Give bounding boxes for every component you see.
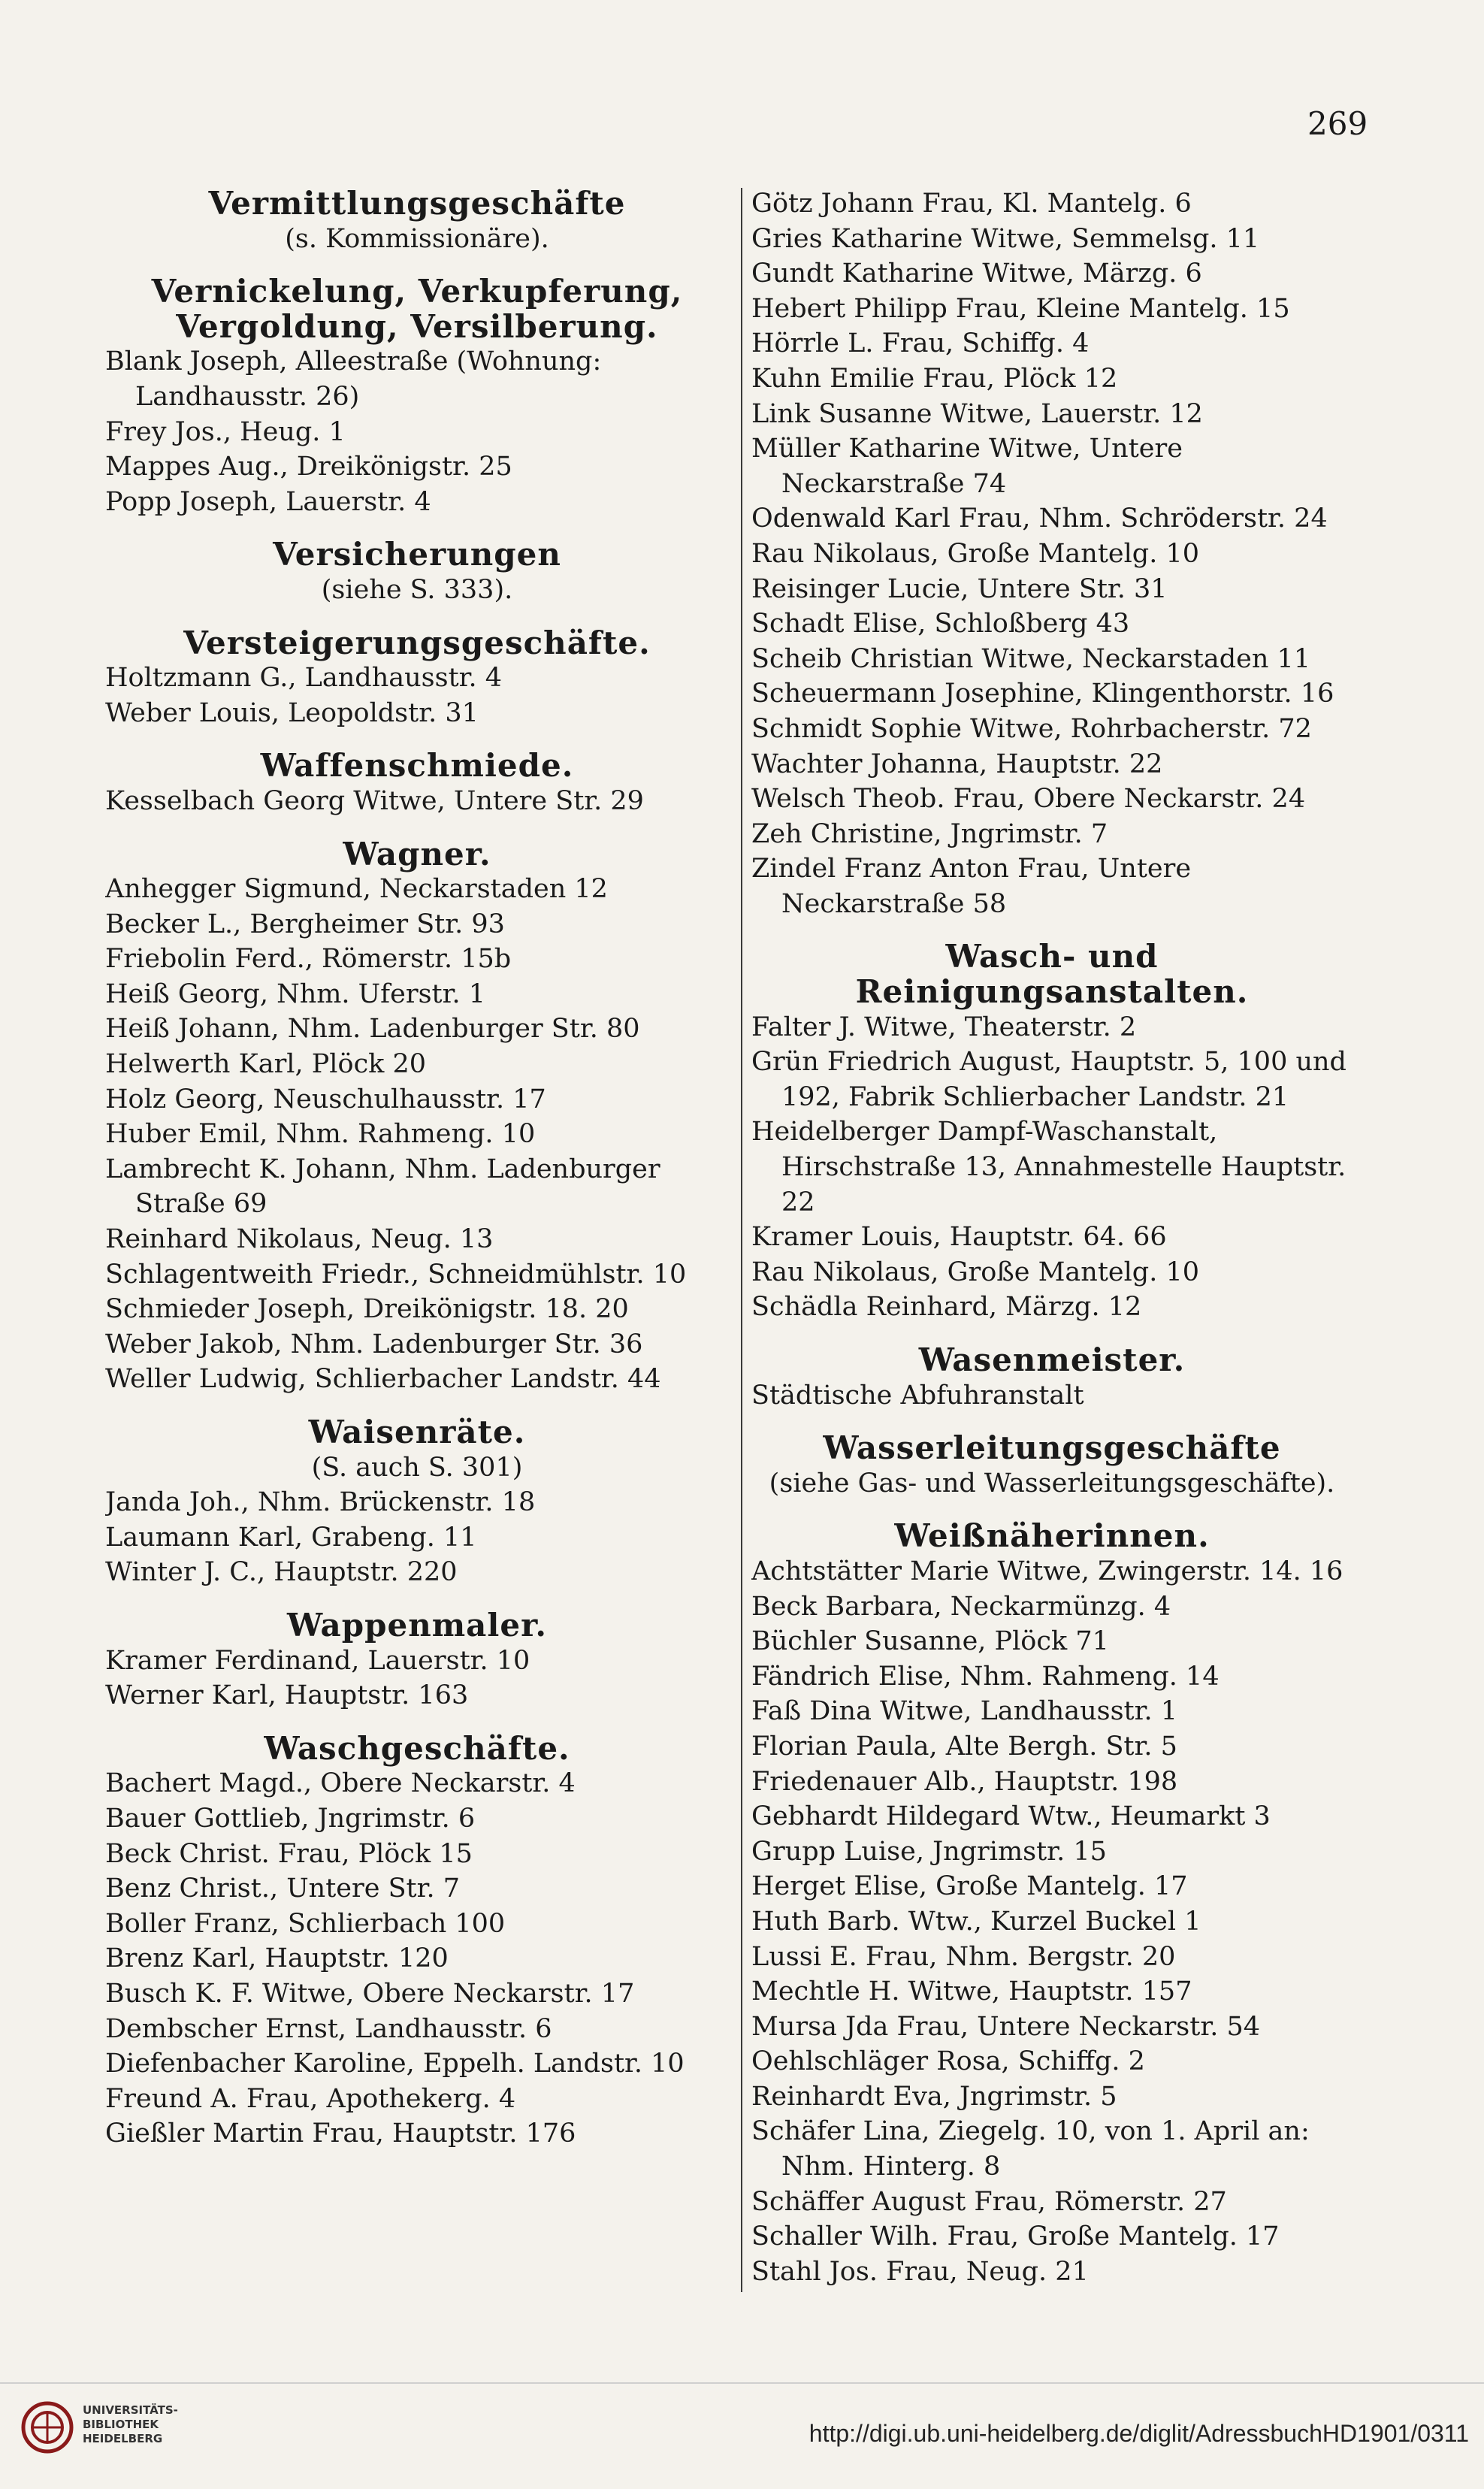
directory-entry: Weller Ludwig, Schlierbacher Landstr. 44 (105, 1364, 661, 1395)
directory-entry: Heiß Johann, Nhm. Ladenburger Str. 80 (105, 1014, 640, 1045)
directory-entry: Mappes Aug., Dreikönigstr. 25 (105, 452, 512, 482)
section-gap (105, 819, 729, 837)
directory-entry: Diefenbacher Karoline, Eppelh. Landstr. 10 (105, 2049, 685, 2079)
footer-rule (0, 2382, 1484, 2384)
directory-entry: Anhegger Sigmund, Neckarstaden 12 (105, 874, 608, 905)
library-name-line: BIBLIOTHEK (83, 2418, 159, 2431)
section-note: (siehe Gas- und Wasserleitungsgeschäfte). (769, 1468, 1335, 1499)
section-title: Waisenräte. (308, 1414, 526, 1450)
directory-entry: Falter J. Witwe, Theaterstr. 2 (751, 1012, 1137, 1042)
directory-entry: Zindel Franz Anton Frau, Untere Neckarstraße 58 (751, 854, 1192, 919)
section-title: Waffenschmiede. (260, 747, 574, 785)
section-gap (105, 1590, 729, 1608)
section-gap (105, 1397, 729, 1415)
section-title: Wasserleitungsgeschäfte (823, 1429, 1281, 1467)
right-column (751, 186, 1353, 2289)
section-title: Waschgeschäfte. (264, 1729, 570, 1767)
directory-entry: Link Susanne Witwe, Lauerstr. 12 (751, 398, 1203, 429)
directory-entry: Wachter Johanna, Hauptstr. 22 (751, 749, 1163, 779)
directory-entry: Faß Dina Witwe, Landhausstr. 1 (751, 1696, 1178, 1727)
directory-entry: Büchler Susanne, Plöck 71 (751, 1626, 1109, 1657)
page-number: 269 (1307, 105, 1368, 142)
section-title: Versicherungen (273, 536, 561, 573)
section-gap (105, 519, 729, 537)
directory-entry: Werner Karl, Hauptstr. 163 (105, 1680, 469, 1711)
directory-entry: Weber Louis, Leopoldstr. 31 (105, 697, 479, 728)
section-gap (751, 1501, 1353, 1519)
directory-entry: Grupp Luise, Jngrimstr. 15 (751, 1836, 1107, 1867)
section-title: Wasenmeister. (918, 1341, 1186, 1378)
directory-entry: Schlagentweith Friedr., Schneidmühlstr. 10 (105, 1259, 687, 1290)
directory-entry: Stahl Jos. Frau, Neug. 21 (751, 2256, 1089, 2287)
directory-entry: Boller Franz, Schlierbach 100 (105, 1908, 506, 1939)
directory-entry: Brenz Karl, Hauptstr. 120 (105, 1943, 449, 1974)
directory-entry: Gebhardt Hildegard Wtw., Heumarkt 3 (751, 1801, 1271, 1832)
directory-entry: Grün Friedrich August, Hauptstr. 5, 100 und 192, Fabrik Schlierbacher Landstr. 21 (751, 1047, 1346, 1112)
library-name (83, 2403, 178, 2446)
directory-entry: Schädla Reinhard, Märzg. 12 (751, 1292, 1142, 1323)
directory-entry: Götz Johann Frau, Kl. Mantelg. 6 (751, 189, 1192, 219)
section-title: Vermittlungsgeschäfte (208, 185, 626, 222)
left-column (105, 186, 729, 2152)
directory-entry: Schaller Wilh. Frau, Große Mantelg. 17 (751, 2221, 1280, 2252)
directory-entry: Schmieder Joseph, Dreikönigstr. 18. 20 (105, 1294, 629, 1325)
directory-entry: Hörrle L. Frau, Schiffg. 4 (751, 328, 1090, 359)
directory-entry: Huber Emil, Nhm. Rahmeng. 10 (105, 1119, 536, 1150)
directory-entry: Kuhn Emilie Frau, Plöck 12 (751, 363, 1118, 394)
section-gap (105, 730, 729, 749)
directory-entry: Beck Barbara, Neckarmünzg. 4 (751, 1591, 1171, 1622)
column-divider (741, 188, 742, 2292)
directory-entry: Holz Georg, Neuschulhausstr. 17 (105, 1084, 546, 1114)
directory-entry: Oehlschläger Rosa, Schiffg. 2 (751, 2046, 1145, 2077)
directory-entry: Heiß Georg, Nhm. Uferstr. 1 (105, 978, 485, 1009)
source-url-link[interactable]: http://digi.ub.uni-heidelberg.de/diglit/AdressbuchHD1901/0311 (808, 2420, 1469, 2447)
section-title: Wappenmaler. (287, 1606, 547, 1644)
directory-entry: Lambrecht K. Johann, Nhm. Ladenburger Straße 69 (105, 1154, 660, 1220)
directory-entry: Rau Nikolaus, Große Mantelg. 10 (751, 1257, 1199, 1287)
directory-entry: Achtstätter Marie Witwe, Zwingerstr. 14. 16 (751, 1556, 1343, 1586)
directory-entry: Mursa Jda Frau, Untere Neckarstr. 54 (751, 2011, 1260, 2042)
section-title: Weißnäherinnen. (894, 1517, 1210, 1555)
directory-entry: Kesselbach Georg Witwe, Untere Str. 29 (105, 785, 644, 816)
directory-entry: Blank Joseph, Alleestraße (Wohnung: Landhausstr. 26) (105, 346, 602, 412)
directory-entry: Scheuermann Josephine, Klingenthorstr. 16 (751, 679, 1334, 709)
directory-entry: Gries Katharine Witwe, Semmelsg. 11 (751, 223, 1260, 254)
directory-entry: Kramer Ferdinand, Lauerstr. 10 (105, 1645, 530, 1676)
directory-entry: Holtzmann G., Landhausstr. 4 (105, 663, 503, 694)
library-seal-icon (21, 2401, 74, 2454)
directory-entry: Gundt Katharine Witwe, Märzg. 6 (751, 259, 1202, 289)
section-title: Wagner. (343, 835, 491, 873)
section-gap (105, 1713, 729, 1731)
directory-entry: Reisinger Lucie, Untere Str. 31 (751, 573, 1168, 604)
directory-entry: Schadt Elise, Schloßberg 43 (751, 609, 1130, 640)
directory-entry: Florian Paula, Alte Bergh. Str. 5 (751, 1731, 1177, 1762)
directory-entry: Busch K. F. Witwe, Obere Neckarstr. 17 (105, 1978, 635, 2009)
directory-entry: Herget Elise, Große Mantelg. 17 (751, 1871, 1188, 1902)
directory-entry: Kramer Louis, Hauptstr. 64. 66 (751, 1222, 1167, 1253)
directory-entry: Scheib Christian Witwe, Neckarstaden 11 (751, 643, 1311, 674)
section-gap (751, 921, 1353, 939)
directory-entry: Benz Christ., Untere Str. 7 (105, 1874, 461, 1904)
directory-entry: Reinhardt Eva, Jngrimstr. 5 (751, 2081, 1117, 2112)
section-gap (751, 1325, 1353, 1343)
directory-entry: Schäffer August Frau, Römerstr. 27 (751, 2186, 1227, 2217)
directory-entry: Laumann Karl, Grabeng. 11 (105, 1522, 477, 1553)
directory-entry: Welsch Theob. Frau, Obere Neckarstr. 24 (751, 784, 1306, 815)
directory-entry: Schäfer Lina, Ziegelg. 10, von 1. April an: Nhm. Hinterg. 8 (751, 2116, 1310, 2182)
directory-entry: Müller Katharine Witwe, Untere Neckarstraße 74 (751, 434, 1183, 499)
directory-entry: Zeh Christine, Jngrimstr. 7 (751, 818, 1108, 849)
directory-entry: Freund A. Frau, Apothekerg. 4 (105, 2083, 516, 2114)
directory-entry: Rau Nikolaus, Große Mantelg. 10 (751, 538, 1199, 569)
section-note: (siehe S. 333). (321, 574, 513, 605)
directory-entry: Odenwald Karl Frau, Nhm. Schröderstr. 24 (751, 504, 1328, 534)
directory-entry: Hebert Philipp Frau, Kleine Mantelg. 15 (751, 293, 1290, 324)
directory-entry: Friedenauer Alb., Hauptstr. 198 (751, 1766, 1178, 1797)
section-gap (751, 1413, 1353, 1431)
library-name-line: HEIDELBERG (83, 2432, 163, 2445)
section-note: (S. auch S. 301) (311, 1452, 523, 1483)
directory-entry: Bauer Gottlieb, Jngrimstr. 6 (105, 1803, 476, 1834)
section-title: Versteigerungsgeschäfte. (183, 624, 651, 661)
directory-entry: Huth Barb. Wtw., Kurzel Buckel 1 (751, 1906, 1201, 1937)
section-title: Wasch- und Reinigungsanstalten. (855, 938, 1249, 1011)
directory-entry: Lussi E. Frau, Nhm. Bergstr. 20 (751, 1941, 1176, 1972)
directory-entry: Popp Joseph, Lauerstr. 4 (105, 486, 431, 517)
directory-entry: Mechtle H. Witwe, Hauptstr. 157 (751, 1976, 1192, 2007)
directory-entry: Fändrich Elise, Nhm. Rahmeng. 14 (751, 1661, 1220, 1692)
directory-entry: Friebolin Ferd., Römerstr. 15b (105, 944, 512, 975)
section-title: Vernickelung, Verkupferung, Vergoldung, Versilberung. (151, 273, 683, 345)
directory-entry: Dembscher Ernst, Landhausstr. 6 (105, 2013, 552, 2044)
directory-entry: Weber Jakob, Nhm. Ladenburger Str. 36 (105, 1329, 643, 1359)
directory-entry: Heidelberger Dampf-Waschanstalt, Hirschstraße 13, Annahmestelle Hauptstr. 22 (751, 1117, 1346, 1217)
directory-entry: Reinhard Nikolaus, Neug. 13 (105, 1224, 494, 1255)
directory-entry: Gießler Martin Frau, Hauptstr. 176 (105, 2119, 576, 2149)
directory-entry: Beck Christ. Frau, Plöck 15 (105, 1838, 473, 1869)
directory-entry: Winter J. C., Hauptstr. 220 (105, 1557, 458, 1588)
directory-entry: Becker L., Bergheimer Str. 93 (105, 909, 505, 939)
directory-entry: Janda Joh., Nhm. Brückenstr. 18 (105, 1487, 536, 1518)
directory-entry: Bachert Magd., Obere Neckarstr. 4 (105, 1768, 576, 1799)
directory-entry: Frey Jos., Heug. 1 (105, 416, 346, 447)
section-gap (105, 256, 729, 274)
directory-entry: Helwerth Karl, Plöck 20 (105, 1049, 427, 1080)
directory-entry: Schmidt Sophie Witwe, Rohrbacherstr. 72 (751, 713, 1312, 744)
section-note: (s. Kommissionäre). (285, 223, 549, 254)
library-name-line: UNIVERSITÄTS- (83, 2403, 178, 2417)
directory-entry: Städtische Abfuhranstalt (751, 1380, 1084, 1411)
section-gap (105, 608, 729, 626)
